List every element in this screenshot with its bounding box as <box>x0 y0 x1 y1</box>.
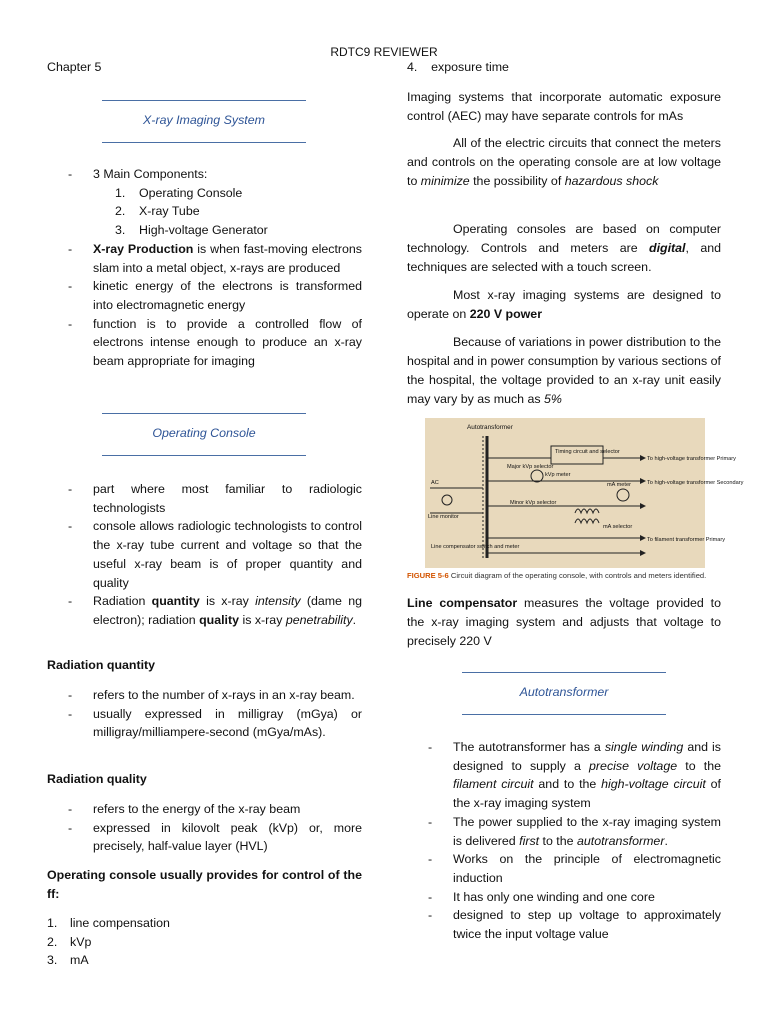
text-run: 5% <box>544 392 562 406</box>
label-to-hv-primary: To high-voltage transformer Primary <box>647 456 736 462</box>
figure-caption <box>407 571 727 580</box>
label-major-kvp: Major kVp selector <box>507 464 554 470</box>
text-run: (dame ng electron); radiation <box>93 594 362 627</box>
item-number: 2. <box>47 934 58 949</box>
control-item <box>47 914 362 933</box>
control-list <box>47 914 362 970</box>
text-run: high-voltage circuit <box>601 777 706 792</box>
auto-bullet: - It has only one winding and one core <box>407 888 721 907</box>
text-run: Line compensator <box>407 596 518 610</box>
xray-production-term: X-ray Production <box>93 241 194 256</box>
console-bullet: - part where most familiar to radiologic technologists <box>47 480 362 517</box>
radiation-quantity-list <box>47 686 362 742</box>
label-ma-selector: mA selector <box>603 524 633 530</box>
auto-bullet: - Works on the principle of electromagnetic induction <box>407 850 721 887</box>
text-run: Most x-ray imaging systems are designed to operate on <box>407 288 721 321</box>
auto-bullet: - designed to step up voltage to approximately twice the input voltage value <box>407 906 721 943</box>
function-item: - function is to provide a controlled flow of electrons intense enough to produce an x-ray beam appropriate for imaging <box>47 315 362 371</box>
control-item <box>47 933 362 952</box>
text-run: All of the electric circuits that connect the meters and controls on the operating console are at low voltage to <box>407 136 721 188</box>
text-run: The power supplied to the x-ray imaging system is delivered <box>453 814 721 848</box>
radiation-quantity-heading: Radiation quantity <box>47 658 156 672</box>
variation-paragraph <box>407 333 721 409</box>
text-run: the possibility of <box>469 174 565 188</box>
text-run: quantity <box>151 594 200 609</box>
text-run: is x-ray <box>199 594 256 609</box>
auto-bullet <box>407 738 721 813</box>
item-text: mA <box>70 953 89 968</box>
text-run: quality <box>199 612 240 627</box>
label-line-monitor: Line monitor <box>428 514 459 520</box>
text-run: . <box>352 612 357 627</box>
label-autotransformer: Autotransformer <box>467 424 513 431</box>
label-line-compensator: Line compensator switch and meter <box>431 544 520 550</box>
section-rule-top <box>102 100 306 101</box>
section-rule-bottom <box>462 714 666 715</box>
text-run: precise voltage <box>589 758 678 773</box>
components-list <box>47 184 362 240</box>
label-timing-circuit: Timing circuit and selector <box>555 449 620 455</box>
text-run: Because of variations in power distribution to the hospital and in power consumption by various sections of the hospital, the voltage provided to an x-ray unit easily may vary by as much as <box>407 335 721 406</box>
text-run: is x-ray <box>239 612 286 627</box>
console-bullet: - console allows radiologic technologists to control the x-ray tube current and voltage so that the useful x-ray beam is of proper quantity and quality <box>47 517 362 592</box>
caption-label: FIGURE 5-6 <box>407 571 449 580</box>
autotransformer-bullets <box>407 738 721 944</box>
item-number: 1. <box>47 916 58 930</box>
text-run: digital <box>649 241 686 255</box>
text-run: to the <box>677 758 722 773</box>
radiation-quality-list <box>47 800 362 856</box>
consoles-paragraph <box>407 220 721 277</box>
label-to-hv-secondary: To high-voltage transformer Secondary <box>647 480 744 486</box>
main-components-item <box>47 165 362 184</box>
text-run: minimize <box>420 174 470 188</box>
text-run: intensity <box>255 594 301 609</box>
circuit-diagram-figure <box>425 418 744 568</box>
rqual-bullet: - refers to the energy of the x-ray beam <box>47 800 362 819</box>
circuit-diagram <box>425 418 744 568</box>
aec-paragraph: Imaging systems that incorporate automatic exposure control (AEC) may have separate controls for mAs <box>407 90 721 123</box>
section-title-xray-imaging-system: X-ray Imaging System <box>143 113 265 127</box>
label-minor-kvp: Minor kVp selector <box>510 500 557 506</box>
text-run: Operating consoles are based on computer technology. Controls and meters are <box>407 222 721 255</box>
radiation-quality-heading: Radiation quality <box>47 772 147 786</box>
section-rule-bottom <box>102 142 306 143</box>
main-components-block <box>47 165 362 371</box>
text-run: hazardous shock <box>564 174 659 188</box>
item-text: kVp <box>70 934 92 949</box>
text-run: filament circuit <box>453 777 534 792</box>
text-run: measures the voltage provided to the x-ray imaging system and adjusts that voltage to precisely 220 V <box>407 596 721 648</box>
text-run: . <box>664 833 668 848</box>
text-run: of the x-ray imaging system <box>453 777 721 811</box>
control-item-4 <box>407 60 509 74</box>
text-run: penetrability <box>285 612 353 627</box>
xray-production-text: is when fast-moving electrons slam into a metal object, x-rays are produced <box>93 241 362 275</box>
section-rule-top <box>102 413 306 414</box>
text-run: Radiation <box>93 594 152 609</box>
radiation-bullet <box>47 592 362 629</box>
xray-production-item <box>47 240 362 277</box>
control-heading: Operating console usually provides for control of the ff: <box>47 868 362 901</box>
label-to-filament: To filament transformer Primary <box>647 537 726 543</box>
text-run: The autotransformer has a <box>453 740 605 754</box>
label-kvp-meter: kVp meter <box>545 472 571 478</box>
item-number: 4. <box>407 60 418 74</box>
label-ma-meter: mA meter <box>607 482 631 488</box>
main-components-label: 3 Main Components: <box>93 167 208 181</box>
component-item: 3. High-voltage Generator <box>115 223 268 238</box>
section-rule-bottom <box>102 455 306 456</box>
component-label: High-voltage Generator <box>139 223 268 238</box>
power-paragraph <box>407 286 721 324</box>
text-run: and to the <box>533 777 602 792</box>
item-text: exposure time <box>431 60 509 74</box>
label-ac: AC <box>431 480 439 486</box>
text-run: 220 V power <box>469 307 543 321</box>
section-title-operating-console: Operating Console <box>152 426 256 440</box>
text-run: and is designed to supply a <box>453 740 721 773</box>
rqual-bullet: - expressed in kilovolt peak (kVp) or, more precisely, half-value layer (HVL) <box>47 819 362 856</box>
component-label: X-ray Tube <box>139 204 200 219</box>
auto-bullet <box>407 813 721 850</box>
rq-bullet: - usually expressed in milligray (mGya) or milligray/milliampere-second (mGya/mAs). <box>47 705 362 742</box>
component-label: Operating Console <box>139 185 243 200</box>
text-run: first <box>519 833 540 848</box>
section-rule-top <box>462 672 666 673</box>
control-item <box>47 951 362 970</box>
section-title-autotransformer: Autotransformer <box>519 685 609 699</box>
item-text: line compensation <box>70 916 170 930</box>
console-bullets-block <box>47 480 362 630</box>
text-run: single winding <box>604 740 684 754</box>
component-item: 1. Operating Console <box>115 185 243 200</box>
page-header: RDTC9 REVIEWER <box>330 45 438 59</box>
text-run: , and techniques are selected with a touch screen. <box>407 241 721 274</box>
line-compensator-paragraph <box>407 594 721 651</box>
text-run: to the <box>539 833 577 848</box>
chapter-heading: Chapter 5 <box>47 60 102 74</box>
circuits-paragraph <box>407 134 721 191</box>
item-number: 3. <box>47 953 58 968</box>
caption-text: Circuit diagram of the operating console, with controls and meters identified. <box>448 571 707 580</box>
rq-bullet: - refers to the number of x-rays in an x-ray beam. <box>47 686 362 705</box>
component-item: 2. X-ray Tube <box>115 204 200 219</box>
kinetic-item: - kinetic energy of the electrons is transformed into electromagnetic energy <box>47 277 362 314</box>
text-run: autotransformer <box>576 833 665 848</box>
